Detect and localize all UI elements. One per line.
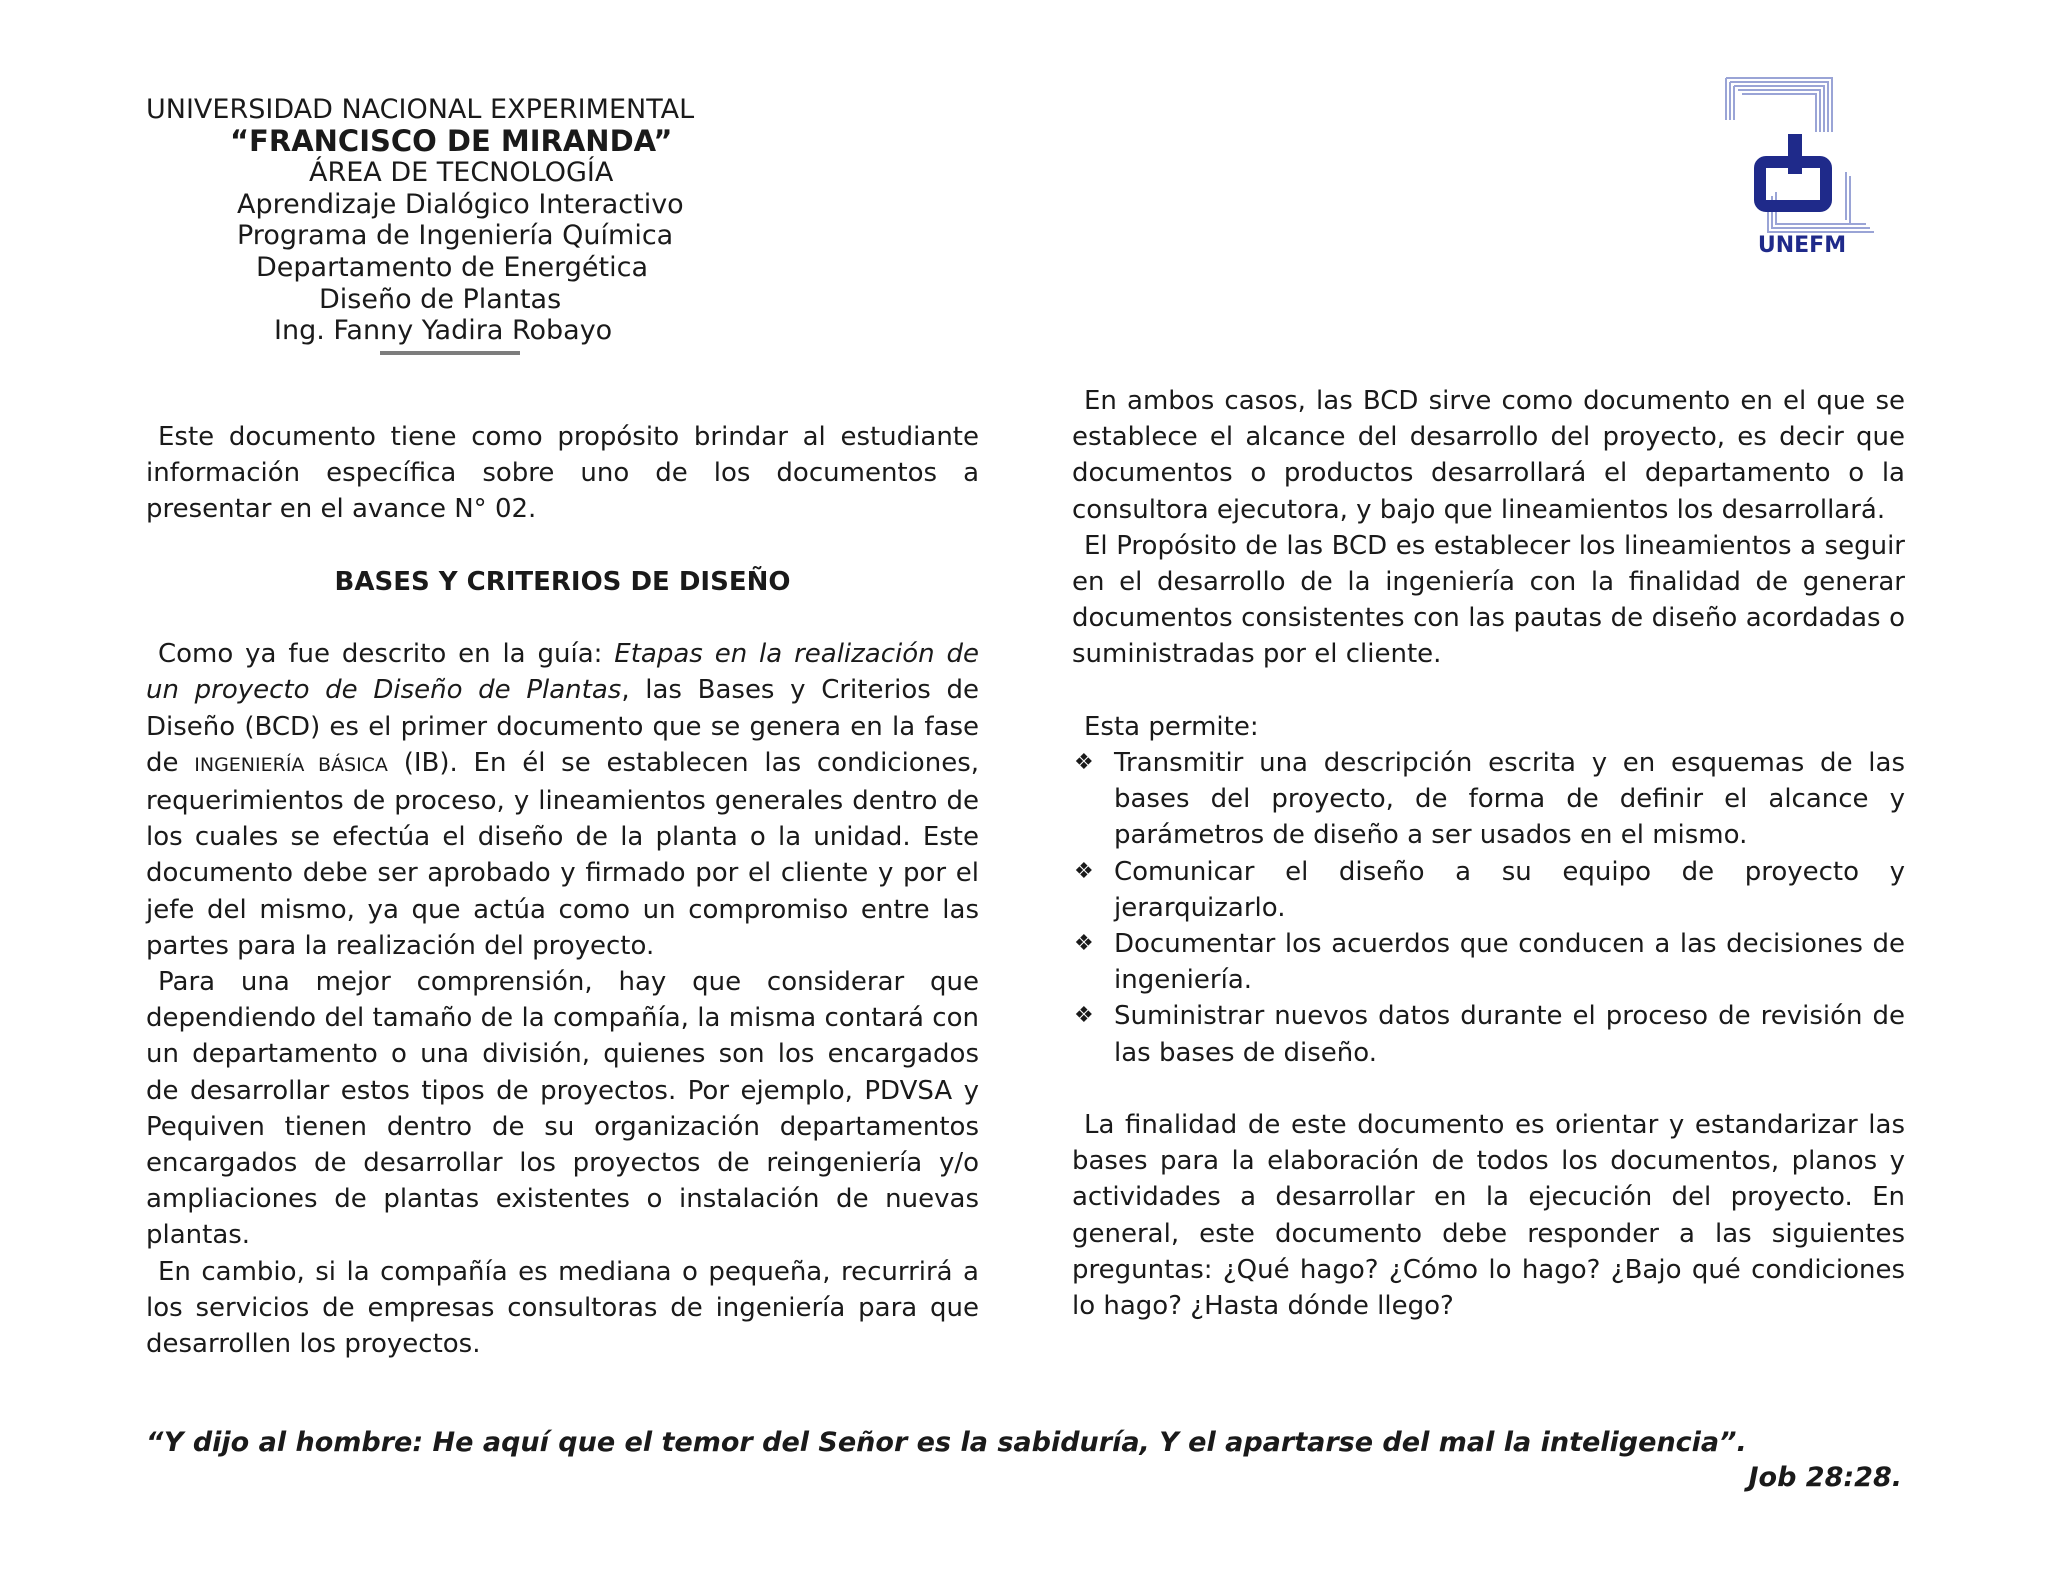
- paragraph-consultants: En cambio, si la compañía es mediana o pequeña, recurrirá a los servicios de empresas consultoras de ingeniería para que desarrollen los proyectos.: [146, 1256, 979, 1360]
- header-line-area: ÁREA DE TECNOLOGÍA: [309, 157, 614, 189]
- header-line-course: Diseño de Plantas: [319, 283, 562, 315]
- diamond-bullet-icon: ❖: [1074, 931, 1094, 957]
- diamond-bullet-icon: ❖: [1074, 750, 1094, 776]
- author-underline: [380, 351, 520, 355]
- list-item: ❖ Documentar los acuerdos que conducen a las decisiones de ingeniería.: [1072, 926, 1905, 998]
- university-header: [146, 94, 746, 347]
- basic-engineering-term: INGENIERÍA BÁSICA: [194, 753, 388, 776]
- paragraph-both-cases: En ambos casos, las BCD sirve como documento en el que se establece el alcance del desarrollo del proyecto, es decir que documentos o productos desarrollará el departamento o la consultora ejecutora, y bajo que lineamientos los desarrollará.: [1072, 386, 1905, 525]
- guide-title: Etapas en la realización de un proyecto de Diseño de Plantas: [146, 639, 980, 706]
- header-line-program: Programa de Ingeniería Química: [237, 220, 674, 252]
- list-intro: Esta permite:: [1084, 711, 1259, 742]
- quote-reference: Job 28:28.: [1748, 1462, 1902, 1493]
- bible-quote: “Y dijo al hombre: He aquí que el temor del Señor es la sabiduría, Y el apartarse del mal la inteligencia”.: [146, 1427, 1747, 1458]
- left-column: [146, 419, 979, 1362]
- paragraph-bcd-definition: Como ya fue descrito en la guía: Etapas en la realización de un proyecto de Diseño de Plantas, las Bases y Criterios de Diseño (BCD) es el primer documento que se genera en la fase de INGENIERÍA BÁSICA (IB). En él se establecen las condiciones, requerimientos de proceso, y lineamientos generales dentro de los cuales se efectúa el diseño de la planta o la unidad. Este documento debe ser aprobado y firmado por el cliente y por el jefe del mismo, ya que actúa como un compromiso entre las partes para la realización del proyecto.: [146, 639, 980, 961]
- list-item: ❖ Transmitir una descripción escrita y en esquemas de las bases del proyecto, de forma de definir el alcance y parámetros de diseño a ser usados en el mismo.: [1072, 745, 1905, 854]
- paragraph-company-size: Para una mejor comprensión, hay que considerar que dependiendo del tamaño de la compañía, la misma contará con un departamento o una división, quienes son los encargados de desarrollar estos tipos de proyectos. Por ejemplo, PDVSA y Pequiven tienen dentro de su organización departamentos encargados de desarrollar los proyectos de reingeniería y/o ampliaciones de plantas existentes o instalación de nuevas plantas.: [146, 967, 979, 1251]
- diamond-bullet-icon: ❖: [1074, 858, 1094, 884]
- header-line-author: Ing. Fanny Yadira Robayo: [274, 315, 613, 347]
- header-line-name: “FRANCISCO DE MIRANDA”: [230, 123, 673, 158]
- unefm-logo-icon: [1722, 72, 1882, 257]
- list-item: ❖ Suministrar nuevos datos durante el proceso de revisión de las bases de diseño.: [1072, 998, 1905, 1070]
- intro-paragraph: Este documento tiene como propósito brindar al estudiante información específica sobre uno de los documentos a presentar en el avance N° 02.: [146, 422, 979, 525]
- header-line-learning: Aprendizaje Dialógico Interactivo: [237, 188, 684, 220]
- logo-text: UNEFM: [1757, 233, 1847, 257]
- section-title: BASES Y CRITERIOS DE DISEÑO: [334, 566, 791, 597]
- list-item: ❖ Comunicar el diseño a su equipo de proyecto y jerarquizarlo.: [1072, 854, 1905, 926]
- header-line-university: UNIVERSIDAD NACIONAL EXPERIMENTAL: [146, 94, 695, 125]
- paragraph-purpose: El Propósito de las BCD es establecer los lineamientos a seguir en el desarrollo de la ingeniería con la finalidad de generar documentos consistentes con las pautas de diseño acordadas o suministradas por el cliente.: [1072, 530, 1905, 670]
- paragraph-goal: La finalidad de este documento es orientar y estandarizar las bases para la elaboración de todos los documentos, planos y actividades a desarrollar en la ejecución del proyecto. En general, este documento debe responder a las siguientes preguntas: ¿Qué hago? ¿Cómo lo hago? ¿Bajo qué condiciones lo hago? ¿Hasta dónde llego?: [1072, 1110, 1905, 1322]
- diamond-bullet-icon: ❖: [1074, 1003, 1094, 1029]
- purpose-list: [1072, 745, 1905, 1071]
- right-column: [1072, 383, 1905, 1324]
- header-line-department: Departamento de Energética: [256, 251, 649, 283]
